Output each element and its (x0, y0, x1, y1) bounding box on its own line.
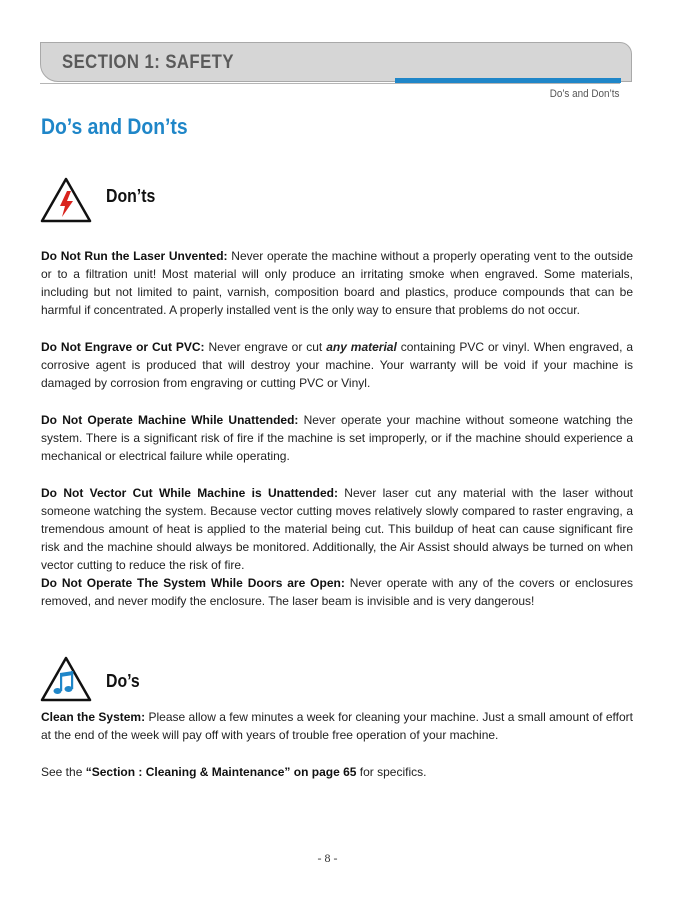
item-emphasis: any material (326, 340, 397, 354)
item-text: Never engrave or cut (208, 340, 323, 354)
subsection-label: Do’s and Don’ts (549, 88, 619, 100)
donts-heading: Don’ts (106, 186, 156, 206)
item-text: Never operate the machine without a properly operating vent to the outside or to a filtration unit! Most material will only produce an irritating smoke when engraved. Some materials, including but not limited to paint, varnish, composition board and plastics, produce compounds that can be harmful if concentrated. A properly installed vent is the only way to ensure that problems do not occur. (41, 249, 633, 317)
electrical-hazard-icon (40, 177, 92, 228)
do-item-clean (41, 708, 633, 744)
item-title: Do Not Operate Machine While Unattended: (41, 413, 299, 427)
music-note-icon (40, 656, 92, 707)
section-title: SECTION 1: SAFETY (62, 52, 234, 73)
page-number: - 8 - (317, 851, 338, 865)
dont-item-doors-open (41, 574, 633, 610)
cross-reference-link[interactable]: “Section : Cleaning & Maintenance” on page 65 (85, 765, 357, 779)
item-text: Never laser cut any material with the laser without someone watching the system. Because vector cutting moves relatively slowly compared to raster engraving, a tremendous amount of heat is applied to the material being cut. This buildup of heat can cause significant fire risk and the machine should always be monitored. Additionally, the Air Assist should always be turned on when vector cutting to reduce the risk of fire. (41, 486, 633, 572)
see-prefix: See the (41, 765, 83, 779)
see-reference (41, 763, 633, 781)
see-suffix: for specifics. (359, 765, 427, 779)
item-title: Do Not Operate The System While Doors are Open: (41, 576, 345, 590)
dont-item-vector-cut (41, 484, 633, 574)
item-title: Clean the System: (41, 710, 146, 724)
header-divider (40, 83, 620, 84)
dont-item-unvented (41, 247, 633, 319)
dont-item-pvc (41, 338, 633, 392)
page-title: Do’s and Don’ts (41, 114, 188, 139)
item-text: containing PVC or vinyl. When engraved, a corrosive agent is produced that will destroy your machine. Your warranty will be void if your machine is damaged by corrosion from engraving or cutting PVC or Vinyl. (41, 340, 633, 390)
item-title: Do Not Run the Laser Unvented: (41, 249, 228, 263)
item-text: Please allow a few minutes a week for cleaning your machine. Just a small amount of effort at the end of the week will pay off with years of trouble free operation of your machine. (41, 710, 633, 742)
dos-heading: Do’s (106, 671, 140, 691)
dont-item-unattended (41, 411, 633, 465)
item-text: Never operate with any of the covers or enclosures removed, and never modify the enclosure. The laser beam is invisible and is very dangerous! (41, 576, 633, 608)
item-text: Never operate your machine without someone watching the system. There is a significant risk of fire if the machine is set improperly, or if the machine should experience a mechanical or electrical failure while operating. (41, 413, 633, 463)
item-title: Do Not Vector Cut While Machine is Unattended: (41, 486, 338, 500)
item-title: Do Not Engrave or Cut PVC: (41, 340, 205, 354)
